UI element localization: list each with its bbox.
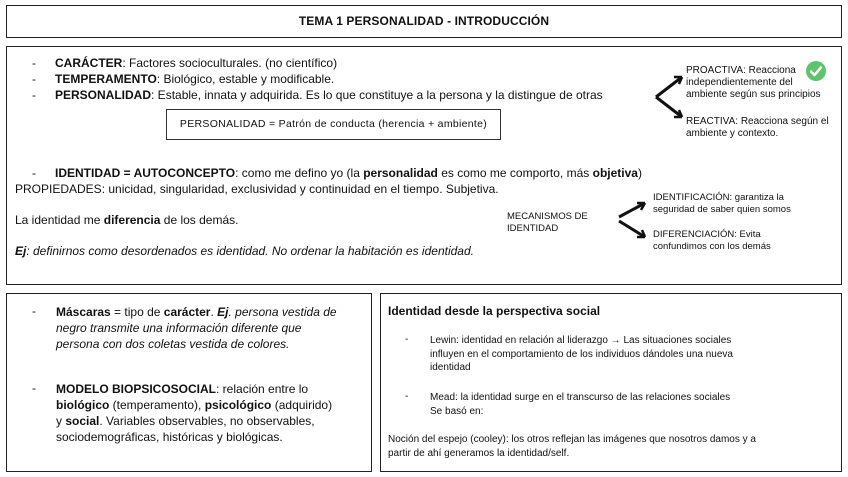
identidad-text: : como me defino yo (la: [235, 166, 364, 180]
ejemplo-label: Ej: [15, 244, 27, 258]
personalidad-line: [55, 88, 603, 103]
ejemplo-text: : definirnos como desordenados es identidad. No ordenar la habitación es identidad.: [26, 244, 474, 258]
lewin-line1: Lewin: identidad en relación al liderazgo → Las situaciones sociales: [430, 335, 732, 346]
social-section: [380, 293, 842, 472]
diferencia-bold: diferencia: [103, 213, 161, 227]
lewin-line3: identidad: [430, 362, 471, 373]
identificacion-line1: IDENTIFICACIÓN: garantiza la: [653, 192, 784, 203]
reactiva-line2: ambiente y contexto.: [686, 128, 779, 139]
temperamento-text: : Biológico, estable y modificable.: [156, 72, 335, 86]
proactiva-line1: PROACTIVA: Reacciona: [686, 65, 796, 76]
caracter-line: [55, 56, 337, 71]
mascaras-italic: persona con dos coletas vestida de colores.: [56, 337, 290, 351]
proactiva-line2: independientemente del: [686, 77, 793, 88]
reactiva-line1: REACTIVA: Reacciona según el: [686, 116, 829, 127]
modelo-term: MODELO BIOPSICOSOCIAL: [56, 382, 217, 396]
identificacion-line2: seguridad de saber quien somos: [653, 203, 791, 215]
bullet-dash: -: [32, 381, 36, 395]
bullet-dash: -: [32, 166, 36, 180]
personalidad-formula: PERSONALIDAD = Patrón de conducta (herencia + ambiente): [166, 109, 501, 140]
page-title: TEMA 1 PERSONALIDAD - INTRODUCCIÓN: [298, 14, 550, 28]
bullet-dash: -: [32, 72, 36, 86]
mascaras-block: [56, 304, 337, 352]
lewin-block: [430, 334, 733, 375]
reactiva-note: [686, 116, 829, 140]
bullet-dash: -: [32, 304, 36, 318]
mecanismos-line1: MECANISMOS DE: [507, 211, 588, 222]
proactiva-note: [686, 65, 821, 101]
mecanismos-line2: IDENTIDAD: [507, 222, 559, 234]
modelo-bold: psicológico: [204, 398, 272, 412]
mascaras-bold: carácter: [163, 305, 211, 319]
proactiva-line3: ambiente según sus principios: [686, 89, 821, 100]
diferenciacion-note: [653, 229, 771, 252]
temperamento-line: [55, 72, 334, 87]
identidad-bold: personalidad: [363, 166, 438, 180]
mead-block: [430, 391, 730, 418]
identidad-term: IDENTIDAD = AUTOCONCEPTO: [55, 166, 236, 180]
propiedades-line: PROPIEDADES: unicidad, singularidad, exclusividad y continuidad en el tiempo. Subjetiva.: [15, 182, 499, 196]
modelo-text: (temperamento),: [109, 398, 205, 412]
caracter-term: CARÁCTER: [55, 56, 123, 70]
check-icon: [806, 61, 826, 81]
modelo-text: sociodemográficas, históricas y biológicas.: [56, 430, 283, 444]
espejo-block: [388, 433, 756, 461]
modelo-text: . Variables observables, no observables,: [99, 414, 315, 428]
modelo-bold: biológico: [56, 398, 110, 412]
identificacion-note: [653, 192, 791, 215]
bullet-dash: -: [405, 334, 409, 345]
bullet-dash: -: [32, 56, 36, 70]
branch-arrows: [652, 69, 688, 125]
diferenciacion-line1: DIFERENCIACIÓN: Evita: [653, 229, 761, 240]
mascaras-ej: Ej: [217, 305, 229, 319]
diferencia-text: de los demás.: [160, 213, 239, 227]
lewin-line2: influyen en el comportamiento de los individuos dándoles una nueva: [430, 348, 733, 360]
modelo-bold: social: [65, 414, 100, 428]
mascaras-italic: . persona vestida de: [228, 305, 337, 319]
identidad-text: ): [637, 166, 642, 180]
personalidad-term: PERSONALIDAD: [55, 88, 152, 102]
modelo-text: : relación entre lo: [216, 382, 309, 396]
mead-line1: Mead: la identidad surge en el transcurso de las relaciones sociales: [430, 392, 731, 403]
temperamento-term: TEMPERAMENTO: [55, 72, 157, 86]
diferencia-line: [15, 213, 238, 228]
mecanismos-arrows: [615, 195, 651, 243]
title-box: [6, 5, 842, 38]
caracter-text: : Factores socioculturales. (no científico): [122, 56, 338, 70]
modelo-text: (adquirido): [271, 398, 333, 412]
bullet-dash: -: [405, 391, 409, 402]
identidad-line: [55, 166, 642, 181]
mascaras-term: Máscaras: [56, 305, 111, 319]
mead-line2: Se basó en:: [430, 405, 484, 417]
modelo-text: y: [56, 414, 66, 428]
mecanismos-label: [507, 211, 588, 234]
mascaras-text: .: [210, 305, 218, 319]
ejemplo-line: [15, 244, 474, 259]
main-section: [6, 46, 842, 285]
mascaras-text: = tipo de: [110, 305, 164, 319]
identidad-bold: objetiva: [592, 166, 638, 180]
modelo-block: [56, 381, 332, 445]
identidad-text: es como me comporto, más: [437, 166, 593, 180]
espejo-line1: Noción del espejo (cooley): los otros reflejan las imágenes que nosotros damos y a: [388, 434, 756, 445]
mascaras-italic: negro transmite una información diferente que: [56, 321, 302, 335]
social-heading: Identidad desde la perspectiva social: [388, 304, 601, 318]
mascaras-section: [6, 293, 372, 472]
diferencia-text: La identidad me: [15, 213, 104, 227]
bullet-dash: -: [32, 88, 36, 102]
espejo-line2: partir de ahí generamos la identidad/self.: [388, 448, 570, 459]
personalidad-text: : Estable, innata y adquirida. Es lo que constituye a la persona y la distingue de otras: [151, 88, 603, 102]
diferenciacion-line2: confundimos con los demás: [653, 240, 771, 252]
